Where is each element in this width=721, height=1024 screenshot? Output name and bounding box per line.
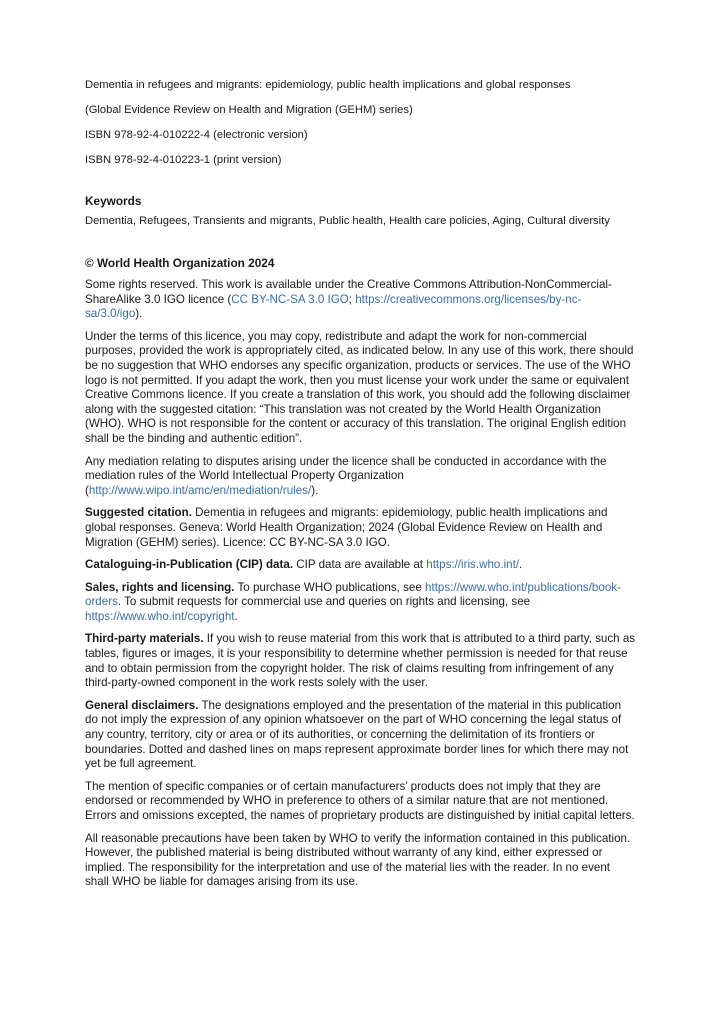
third-party-paragraph: Third-party materials. If you wish to reuse material from this work that is attributed to a third party, such as tables, figures or images, it is your responsibility to determine whether permission is needed for that reuse and to obtain permission from the copyright holder. The risk of claims resulting from infringement of any third-party-owned component in the work rests solely with the user. (85, 632, 636, 690)
iris-link[interactable]: https://iris.who.int/ (426, 558, 520, 572)
cip-label: Cataloguing-in-Publication (CIP) data. (85, 558, 294, 572)
keywords-text: Dementia, Refugees, Transients and migrants, Public health, Health care policies, Aging, Cultural diversity (85, 215, 610, 227)
disclaimers-paragraph: General disclaimers. The designations employed and the presentation of the material in this publication do not imply the expression of any opinion whatsoever on the part of WHO concerning the legal status of any country, territory, city or area or of its authorities, or concerning the delimitation of its frontiers or boundaries. Dotted and dashed lines on maps represent approximate border lines for which there may not yet be full agreement. (85, 698, 629, 771)
rights-paragraph: Some rights reserved. This work is available under the Creative Commons Attribution-NonCommercial-ShareAlike 3.0 IGO licence (CC BY-NC-SA 3.0 IGO; https://creativecommons.org/licenses/by-nc-sa/3.0/igo). (85, 278, 612, 321)
copyright-page (85, 78, 637, 898)
keywords-heading: Keywords (85, 194, 142, 208)
sales-paragraph: Sales, rights and licensing. To purchase WHO publications, see https://www.who.int/publications/book-orders. To submit requests for commercial use and queries on rights and licensing, see https://www.who.int/copyright. (85, 580, 621, 623)
isbn-electronic: ISBN 978-92-4-010222-4 (electronic version) (85, 129, 308, 141)
disclaimers-label: General disclaimers. (85, 698, 199, 712)
copyright-heading: © World Health Organization 2024 (85, 256, 275, 270)
isbn-print: ISBN 978-92-4-010223-1 (print version) (85, 154, 282, 166)
wipo-link[interactable]: http://www.wipo.int/amc/en/mediation/rules/ (88, 483, 312, 497)
terms-paragraph: Under the terms of this licence, you may copy, redistribute and adapt the work for non-commercial purposes, provided the work is appropriately cited, as indicated below. In any use of this work, there should be no suggestion that WHO endorses any specific organization, products or services. The use of the WHO logo is not permitted. If you adapt the work, then you must license your work under the same or equivalent Creative Commons licence. If you create a translation of this work, you should add the following disclaimer along with the suggested citation: “This translation was not created by the World Health Organization (WHO). WHO is not responsible for the content or accuracy of this translation. The original English edition shall be the binding and authentic edition”. (85, 329, 634, 445)
sales-label: Sales, rights and licensing. (85, 580, 235, 594)
mediation-paragraph: Any mediation relating to disputes arising under the licence shall be conducted in accordance with the mediation rules of the World Intellectual Property Organization (http://www.wipo.int/amc/en/mediation/rules/). (85, 454, 607, 497)
companies-paragraph: The mention of specific companies or of certain manufacturers’ products does not imply that they are endorsed or recommended by WHO in preference to others of a similar nature that are not mentioned. Errors and omissions excepted, the names of proprietary products are distinguished by initial capital letters. (85, 779, 635, 822)
cip-paragraph: Cataloguing-in-Publication (CIP) data. CIP data are available at https://iris.who.int/. (85, 558, 523, 572)
third-party-label: Third-party materials. (85, 632, 204, 646)
precautions-paragraph: All reasonable precautions have been taken by WHO to verify the information contained in this publication. However, the published material is being distributed without warranty of any kind, either expressed or implied. The responsibility for the interpretation and use of the material lies with the reader. In no event shall WHO be liable for damages arising from its use. (85, 831, 631, 889)
citation-label: Suggested citation. (85, 506, 192, 520)
book-orders-link[interactable]: https://www.who.int/publications/book-orders (85, 580, 621, 609)
copyright-link[interactable]: https://www.who.int/copyright (85, 609, 235, 623)
title-line: Dementia in refugees and migrants: epidemiology, public health implications and global responses (85, 79, 571, 91)
citation-paragraph: Suggested citation. Dementia in refugees and migrants: epidemiology, public health implications and global responses. Geneva: World Health Organization; 2024 (Global Evidence Review on Health and Migration (GEHM) series). Licence: CC BY-NC-SA 3.0 IGO. (85, 506, 608, 549)
licence-url-link[interactable]: https://creativecommons.org/licenses/by-nc-sa/3.0/igo (85, 292, 582, 321)
series-line: (Global Evidence Review on Health and Migration (GEHM) series) (85, 104, 413, 116)
licence-link[interactable]: CC BY-NC-SA 3.0 IGO (231, 292, 349, 306)
